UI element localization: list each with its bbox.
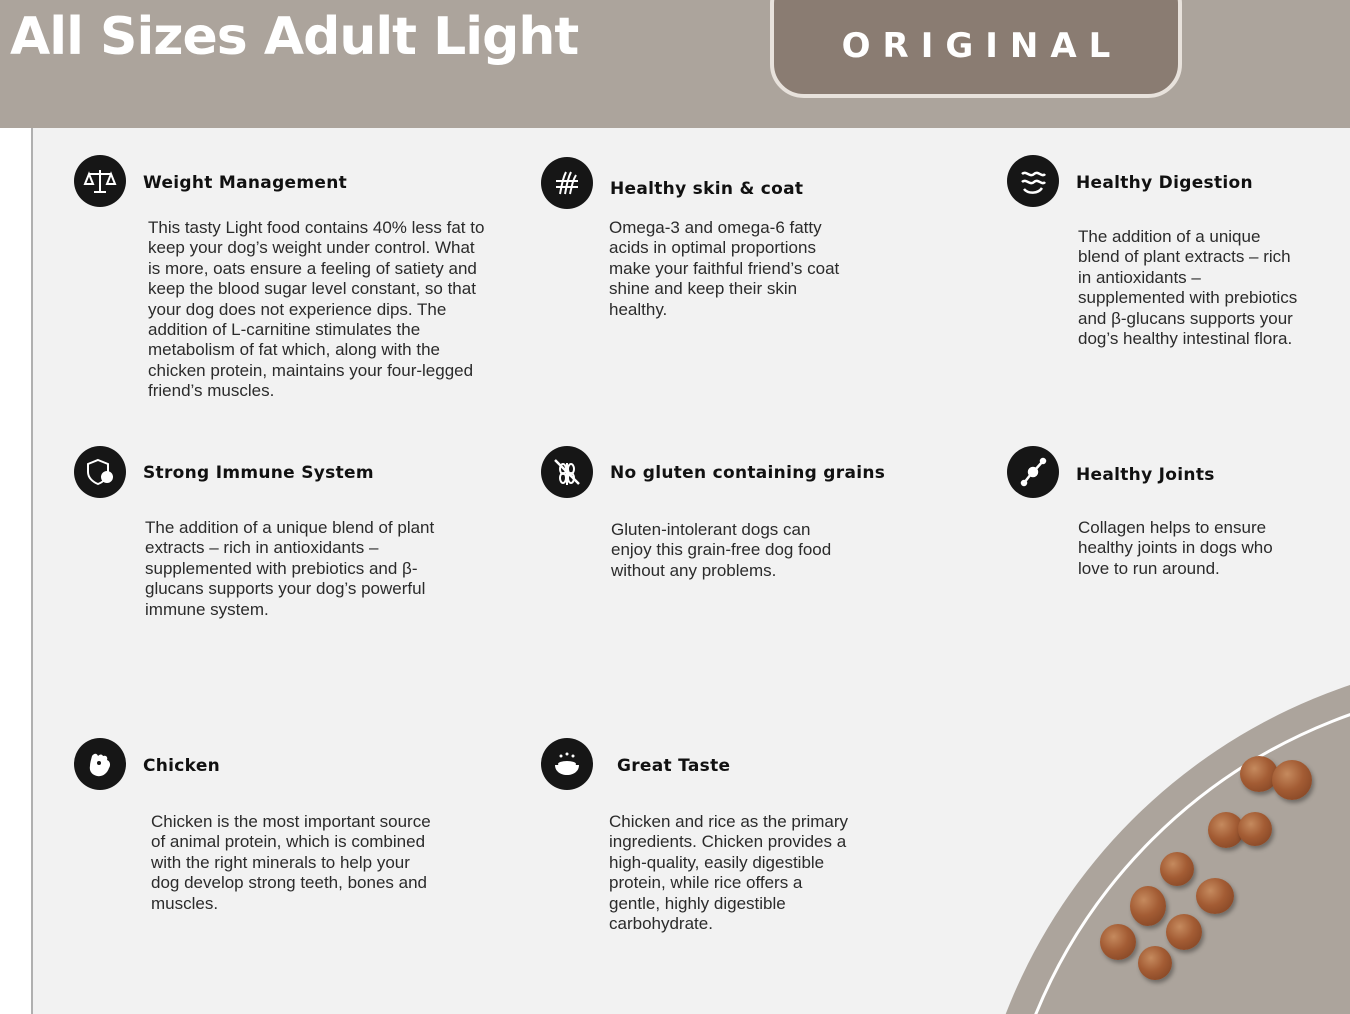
text-line: dog’s healthy intestinal flora. [1078,329,1293,349]
text-line: your dog does not experience dips. The [148,299,447,319]
scale-icon [74,155,126,207]
immune-system-text [145,518,485,620]
kibble-piece [1196,878,1234,914]
text-line: with the right minerals to help your [151,852,410,872]
digestion-title: Healthy Digestion [1076,173,1253,193]
text-line: Omega-3 and omega-6 fatty [609,218,822,237]
kibble-piece [1166,914,1202,950]
chicken-text [151,812,491,914]
text-line: supplemented with prebiotics [1078,288,1298,308]
text-line: chicken protein, maintains your four-legged [148,360,474,380]
text-line: keep the blood sugar level constant, so that [148,279,476,299]
skin-coat-text [609,218,899,320]
no-grain-icon [541,446,593,498]
text-line: is more, oats ensure a feeling of satiety and [148,258,477,278]
text-line: without any problems. [611,560,777,580]
text-line: muscles. [151,893,219,913]
text-line: in antioxidants – [1078,267,1201,287]
text-line: friend’s muscles. [148,381,275,401]
text-line: healthy joints in dogs who [1078,538,1273,558]
shield-icon [74,446,126,498]
text-line: ingredients. Chicken provides a [609,832,847,852]
text-line: glucans supports your dog’s powerful [145,579,426,599]
text-line: gentle, highly digestible [609,893,786,913]
text-line: shine and keep their skin [609,279,798,299]
text-line: blend of plant extracts – rich [1078,247,1291,267]
text-line: acids in optimal proportions [609,238,816,258]
original-badge [770,0,1182,98]
kibble-piece [1272,760,1312,800]
joints-title: Healthy Joints [1076,465,1215,485]
food-bowl-icon [541,738,593,790]
text-line: high-quality, easily digestible [609,852,825,872]
text-line: love to run around. [1078,558,1220,578]
kibble-piece [1238,812,1272,846]
great-taste-text [609,812,909,934]
chicken-title: Chicken [143,756,221,776]
text-line: Gluten-intolerant dogs can [611,520,811,539]
text-line: protein, while rice offers a [609,873,803,893]
text-line: Chicken is the most important source [151,812,431,831]
text-line: healthy. [609,299,668,319]
text-line: Chicken and rice as the primary [609,812,849,831]
joint-icon [1007,446,1059,498]
text-line: and β-glucans supports your [1078,308,1293,328]
great-taste-title: Great Taste [617,756,731,776]
no-gluten-text [611,520,891,581]
kibble-decoration [968,656,1350,1014]
joints-text [1078,518,1328,579]
text-line: immune system. [145,599,269,619]
text-line: The addition of a unique blend of plant [145,518,435,537]
immune-system-title: Strong Immune System [143,463,374,483]
no-gluten-title: No gluten containing grains [610,463,886,483]
header-band [0,0,1350,128]
text-line: keep your dog’s weight under control. What [148,238,475,258]
text-line: supplemented with prebiotics and β- [145,558,418,578]
text-line: dog develop strong teeth, bones and [151,873,427,893]
text-line: metabolism of fat which, along with the [148,340,440,360]
kibble-piece [1160,852,1194,886]
text-line: enjoy this grain-free dog food [611,540,832,560]
chicken-icon [74,738,126,790]
page-title: All Sizes Adult Light [10,7,579,67]
skin-coat-title: Healthy skin & coat [610,179,804,199]
text-line: Collagen helps to ensure [1078,518,1267,537]
text-line: of animal protein, which is combined [151,832,426,852]
intestine-icon [1007,155,1059,207]
left-margin-rule [0,128,33,1014]
kibble-piece [1100,924,1136,960]
text-line: carbohydrate. [609,914,713,934]
digestion-text [1078,227,1343,349]
weight-management-text [148,218,528,402]
text-line: extracts – rich in antioxidants – [145,538,379,558]
badge-label: ORIGINAL [841,26,1123,66]
text-line: addition of L-carnitine stimulates the [148,320,421,340]
weight-management-title: Weight Management [143,173,348,193]
text-line: This tasty Light food contains 40% less fat to [148,218,485,237]
kibble-piece [1130,886,1166,926]
fur-icon [541,157,593,209]
text-line: make your faithful friend’s coat [609,258,840,278]
kibble-piece [1138,946,1172,980]
text-line: The addition of a unique [1078,227,1261,246]
